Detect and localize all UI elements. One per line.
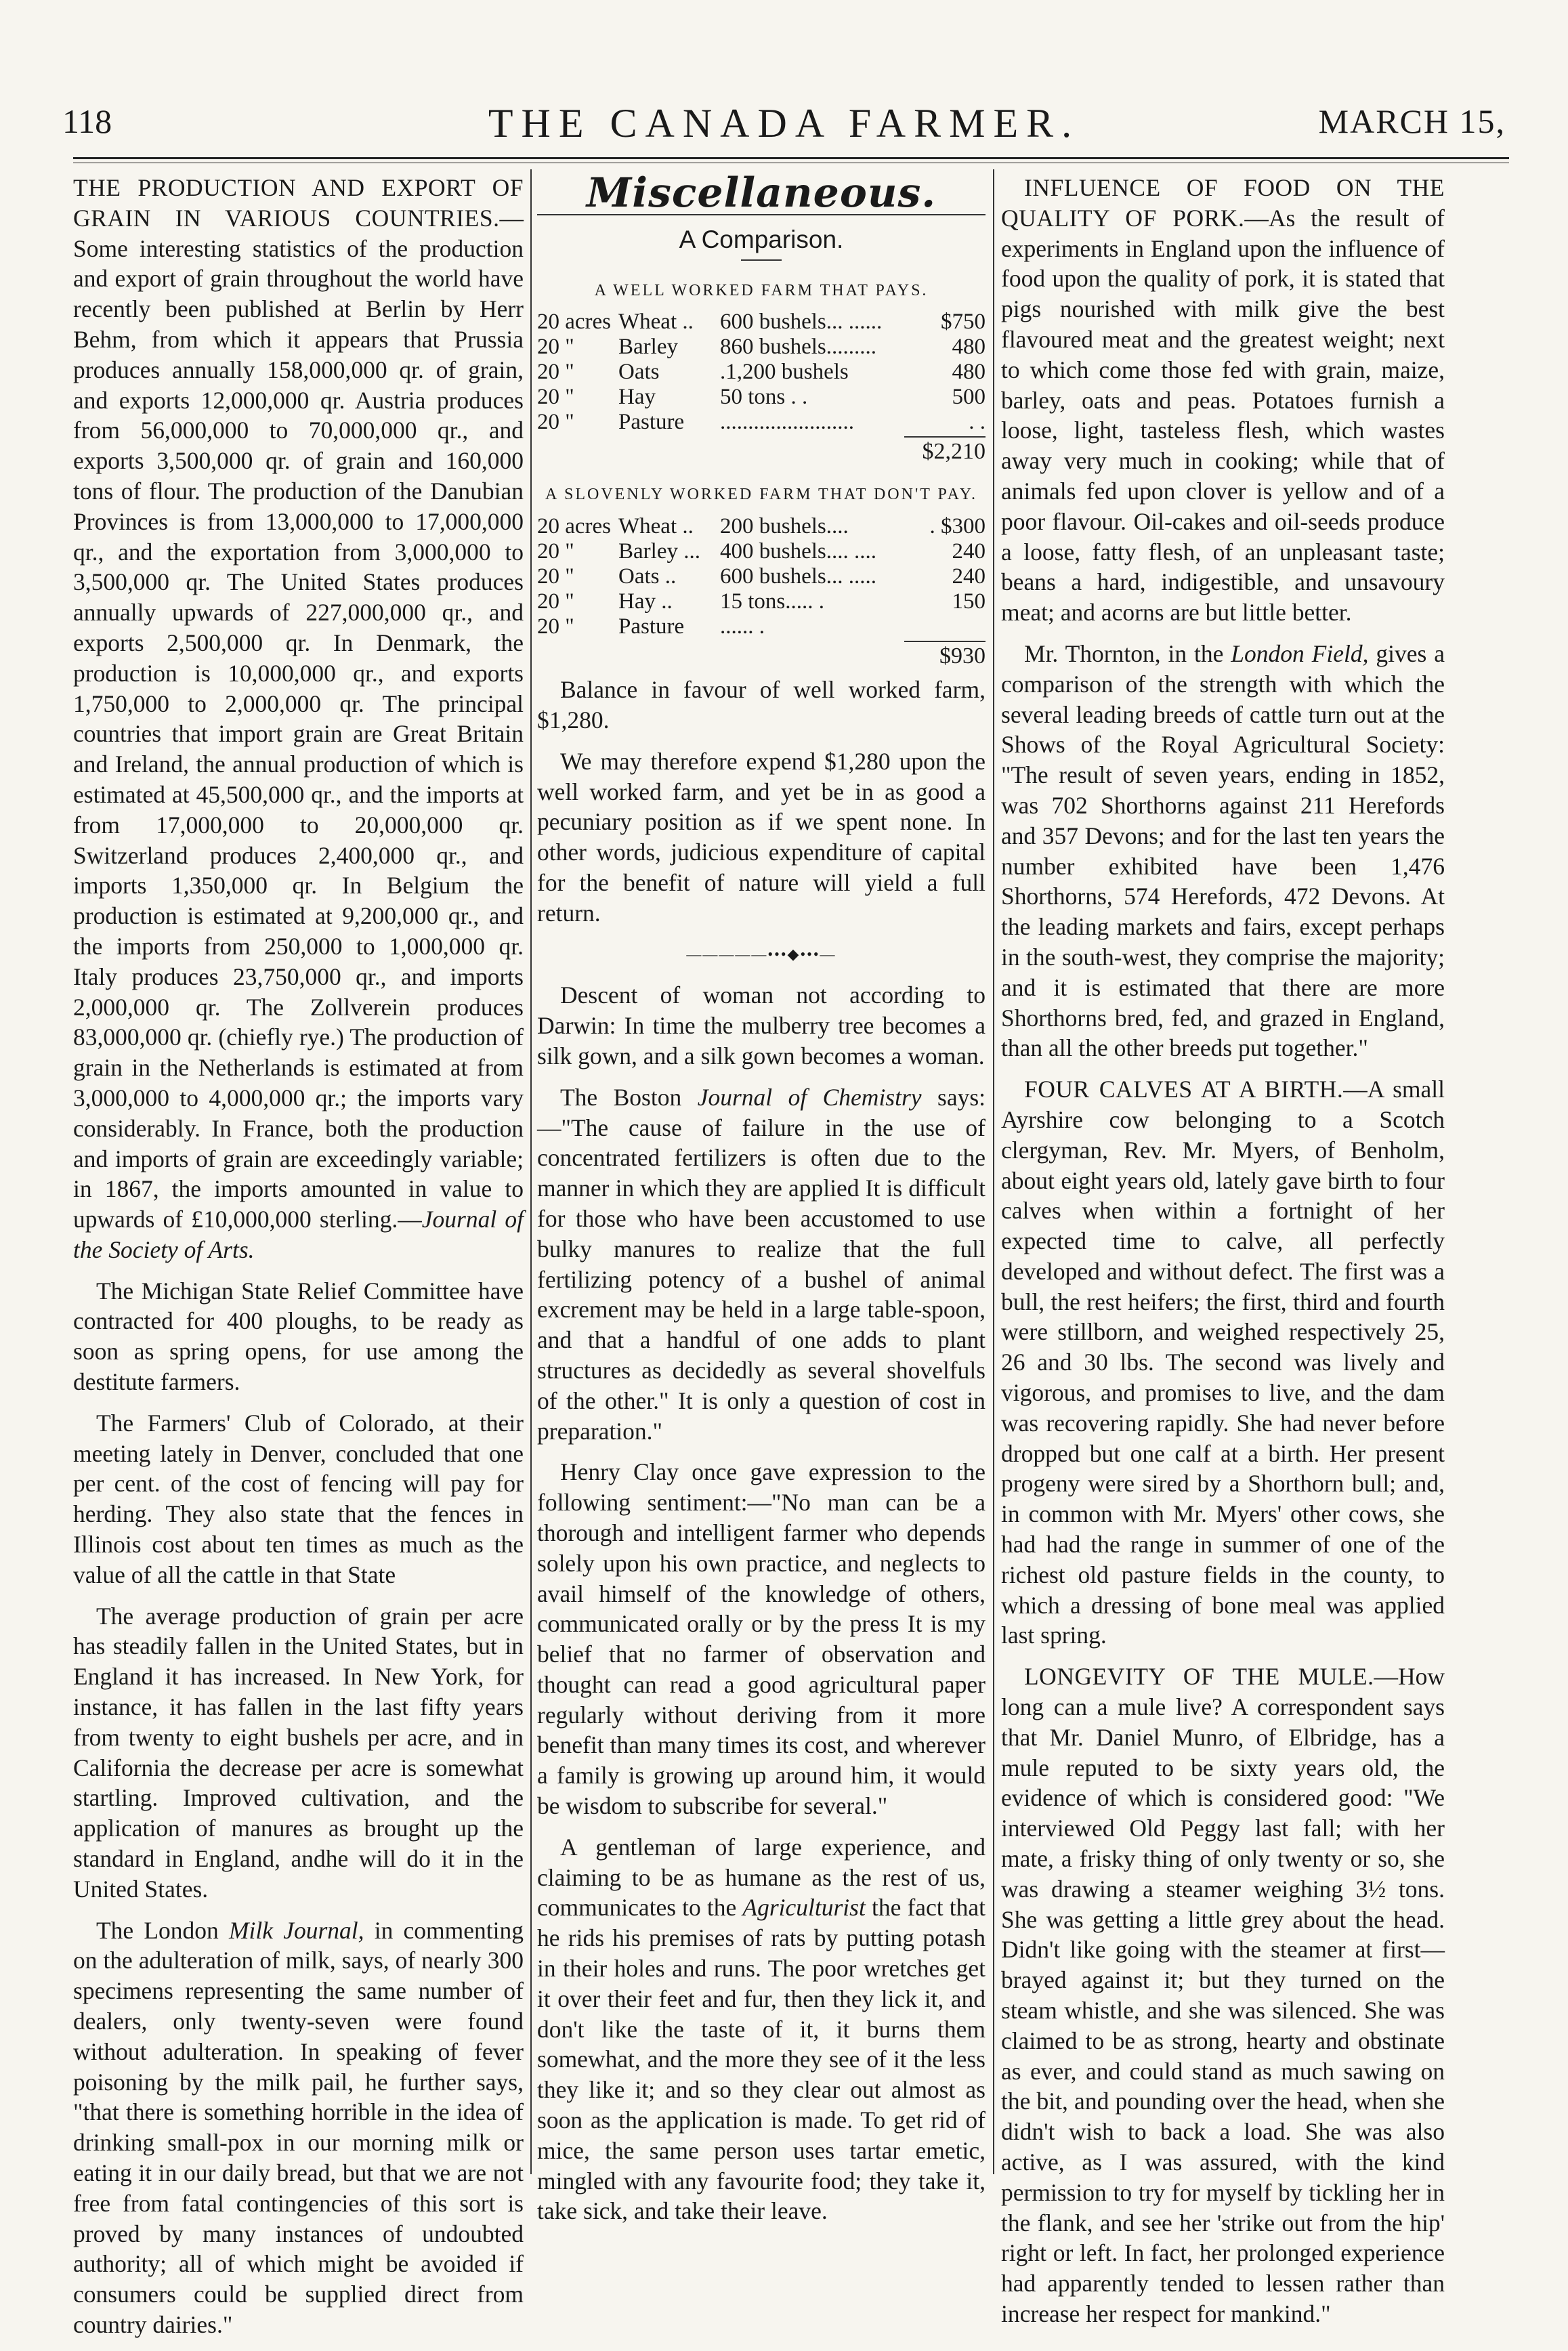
page-header bbox=[0, 102, 1568, 149]
cell-value: 240 bbox=[952, 564, 986, 589]
article-text: The Boston bbox=[560, 1083, 698, 1111]
article-pork bbox=[1001, 173, 1445, 628]
cell-acres: 20 " bbox=[537, 360, 574, 385]
cell-quantity: 860 bushels......... bbox=[720, 335, 876, 360]
table-row bbox=[537, 514, 986, 539]
column-right bbox=[1001, 173, 1445, 2340]
cell-acres: 20 " bbox=[537, 335, 574, 360]
article-text: A gentleman of large experience, and claiming to be as humane as the rest of us, communicates to the bbox=[537, 1833, 986, 1922]
cell-quantity: 400 bushels.... .... bbox=[720, 539, 876, 564]
cell-crop: Wheat .. bbox=[618, 310, 694, 335]
article-body: —As the result of experiments in England upon the influence of food upon the quality of pork, it is stated that pigs nourished with milk give the best flavoured meat and the greatest weight; next to which come those fed with grain, maize, barley, oats and peas. Potatoes furnish a loose, light, tasteless flesh, which wastes away very much in cooking; while that of animals fed upon clover is yellow and of a poor flavour. Oil-cakes and oil-seeds produce a loose, fatty flesh, of an unpleasant taste; beans a hard, indigestible, and unsavoury meat; and acorns are but little better. bbox=[1001, 204, 1445, 627]
article-text: the fact that he rids his premises of rats by putting potash in their holes and runs. The poor wretches get it over their feet and fur, then they lick it, and don't like the taste of it, it burns them somewhat, and the more they see of it the less they like it; and so they clear out almost as soon as the application is made. To get rid of mice, the same person uses tartar emetic, mingled with any favourite food; they take it, take sick, and take their leave. bbox=[537, 1894, 986, 2225]
table-row bbox=[537, 385, 986, 410]
article-source: Milk Journal, bbox=[228, 1916, 364, 1944]
article-grain bbox=[73, 173, 524, 1265]
cell-acres: 20 " bbox=[537, 564, 574, 589]
cell-value: . $300 bbox=[929, 514, 986, 539]
ornament-divider: —————•••◆•••— bbox=[686, 945, 836, 962]
farm-table-heading: A WELL WORKED FARM THAT PAYS. bbox=[594, 281, 929, 299]
farm-table-well bbox=[537, 310, 986, 435]
cell-acres: 20 acres bbox=[537, 514, 612, 539]
article-body: —A small Ayrshire cow belonging to a Scotch clergyman, Rev. Mr. Myers, of Benholm, about eight years old, lately gave birth to four calves when within a fortnight of her expected time to calve, all perfectly developed and without defect. The first was a bull, the rest heifers; the first, third and fourth were stillborn, and weighed respectively 25, 26 and 30 lbs. The second was lively and vigorous, and promises to live, and the dam was recovering rapidly. She had never before dropped but one calf at a birth. Her present progeny were sired by a Shorthorn bull; and, in common with Mr. Myers' other cows, she had had the range in summer of one of the richest old pasture fields in the county, to which a dressing of bone meal was applied last spring. bbox=[1001, 1076, 1445, 1649]
cell-crop: Hay .. bbox=[618, 589, 673, 614]
cell-quantity: .1,200 bushels bbox=[720, 360, 849, 385]
column-left bbox=[73, 173, 524, 2351]
farm-table-heading: A SLOVENLY WORKED FARM THAT DON'T PAY. bbox=[545, 486, 977, 504]
article-heading: THE PRODUCTION AND EXPORT OF GRAIN IN VARIOUS COUNTRIES. bbox=[73, 174, 524, 232]
table-row bbox=[537, 589, 986, 614]
article-text: in commenting on the adulteration of milk, says, of nearly 300 specimens representing the same number of dealers, only twenty-seven were found without adulteration. In speaking of fever poisoning by the milk pail, he further says, "that there is something horrible in the idea of drinking small-pox in our morning milk or eating it in our daily bread, but that we are not free from fatal contingencies of this sort is proved by many instances of undoubted authority; all of which might be avoided if consumers could be supplied direct from country dairies." bbox=[73, 1916, 524, 2338]
cell-crop: Pasture bbox=[618, 614, 685, 639]
cell-value: 480 bbox=[952, 335, 986, 360]
cell-quantity: 15 tons..... . bbox=[720, 589, 825, 614]
cell-value bbox=[896, 614, 986, 639]
article-michigan: The Michigan State Relief Committee have contracted for 400 ploughs, to be ready as soon as spring opens, for use among the destitute farmers. bbox=[73, 1277, 524, 1396]
article-source: Journal of the Society of Arts. bbox=[73, 1206, 524, 1263]
article-text: The London bbox=[96, 1916, 229, 1944]
article-source: London Field, bbox=[1231, 639, 1369, 667]
article-expend: We may therefore expend $1,280 upon the well worked farm, and yet be in as good a pecuniary position as if we spent none. In other words, judicious expenditure of capital for the benefit of nature will yield a full return. bbox=[537, 747, 986, 927]
article-mule bbox=[1001, 1661, 1445, 2329]
article-text: says:—"The cause of failure in the use of concentrated fertilizers is often due to the manner in which they are applied It is difficult for those who have been accustomed to use bulky manures to realize that the full fertilizing potency of a bushel of animal excrement may be held in a large table-spoon, and that a handful of one adds to plant structures as decidedly as several shovelfuls of the other." It is only a question of cost in preparation." bbox=[537, 1083, 986, 1445]
farm-total-slovenly: $930 bbox=[904, 641, 986, 671]
page-number: 118 bbox=[62, 102, 112, 140]
cell-acres: 20 " bbox=[537, 614, 574, 639]
article-rats bbox=[537, 1832, 986, 2226]
section-title: Miscellaneous. bbox=[586, 169, 937, 217]
article-source: Journal of Chemistry bbox=[697, 1083, 922, 1111]
short-rule bbox=[741, 259, 782, 261]
cell-quantity: 200 bushels.... bbox=[720, 514, 849, 539]
cell-acres: 20 " bbox=[537, 410, 574, 435]
cell-quantity: 600 bushels... ...... bbox=[720, 310, 883, 335]
cell-crop: Oats .. bbox=[618, 564, 677, 589]
cell-acres: 20 " bbox=[537, 385, 574, 410]
table-row bbox=[537, 539, 986, 564]
balance-line: Balance in favour of well worked farm, $1,280. bbox=[537, 676, 986, 734]
table-row bbox=[537, 310, 986, 335]
cell-crop: Barley bbox=[618, 335, 678, 360]
cell-value: . . bbox=[969, 410, 986, 435]
article-text: Mr. Thornton, in the bbox=[1024, 639, 1231, 667]
column-middle bbox=[537, 169, 986, 2237]
masthead-title: THE CANADA FARMER. bbox=[488, 101, 1080, 146]
cell-acres: 20 acres bbox=[537, 310, 612, 335]
article-text: gives a comparison of the strength with which the several leading breeds of cattle turn out at the Shows of the Royal Agricultural Society: "The result of seven years, ending in 1852, was 702 Shorthorns against 211 Herefords and 357 Devons; and for the last ten years the number exhibited have been 1,476 Shorthorns, 574 Herefords, 472 Devons. At the leading markets and fairs, except perhaps in the south-west, they comprise the majority; and it is estimated that there are more Shorthorns bred, fed, and grazed in England, than all the other breeds put together." bbox=[1001, 639, 1445, 1062]
cell-acres: 20 " bbox=[537, 539, 574, 564]
table-row bbox=[537, 564, 986, 589]
farm-table-slovenly bbox=[537, 514, 986, 639]
article-milk bbox=[73, 1915, 524, 2340]
table-row bbox=[537, 360, 986, 385]
farm-total-well: $2,210 bbox=[904, 436, 986, 466]
article-heading: LONGEVITY OF THE MULE. bbox=[1024, 1663, 1374, 1691]
cell-value: $750 bbox=[941, 310, 986, 335]
column-divider bbox=[993, 169, 994, 2174]
issue-date: MARCH 15, bbox=[1318, 102, 1506, 140]
cell-value: 480 bbox=[952, 360, 986, 385]
cell-quantity: 50 tons . . bbox=[720, 385, 808, 410]
table-row bbox=[537, 410, 986, 435]
cell-quantity: ...... . bbox=[720, 614, 765, 639]
cell-crop: Wheat .. bbox=[618, 514, 694, 539]
cell-value: 500 bbox=[952, 385, 986, 410]
article-colorado: The Farmers' Club of Colorado, at their meeting lately in Denver, concluded that one per cent. of the cost of fencing will pay for herding. They also state that the fences in Illinois cost about ten times as much as the value of all the cattle in that State bbox=[73, 1409, 524, 1588]
article-calves bbox=[1001, 1074, 1445, 1651]
cell-crop: Pasture bbox=[618, 410, 685, 435]
cell-crop: Oats bbox=[618, 360, 660, 385]
cell-crop: Hay bbox=[618, 385, 656, 410]
article-clay: Henry Clay once gave expression to the following sentiment:—"No man can be a thorough and intelligent farmer who depends solely upon his own practice, and neglects to avail himself of the knowledge of others, communicated orally or by the press It is my belief that no farmer of observation and thought can read a good agricultural paper regularly without deriving from it more benefit than many times its cost, and wherever a family is growing up around him, it would be wisdom to subscribe for several." bbox=[537, 1458, 986, 1820]
cell-crop: Barley ... bbox=[618, 539, 700, 564]
article-heading: FOUR CALVES AT A BIRTH. bbox=[1024, 1076, 1344, 1103]
article-body: —How long can a mule live? A correspondent says that Mr. Daniel Munro, of Elbridge, has a mule reputed to be sixty years old, the evidence of which is considered good: "We interviewed Old Peggy last fall; with her mate, a frisky thing of only twenty or so, she was drawing a steamer weighing 3½ tons. She was getting a little grey about the head. Didn't like going with the steamer at first—brayed against it; but they turned on the steam whistle, and she was silenced. She was claimed to be as strong, hearty and obstinate as ever, and could stand as much sawing on the bit, and pounding over the head, when she didn't wish to back a load. She was also active, as I was assured, with the kind permission to try for myself by tickling her in the flank, and see her 'strike out from the hip' right or left. In fact, her prolonged experience had apparently tended to lessen rather than increase her respect for mankind." bbox=[1001, 1663, 1445, 2327]
article-body: —Some interesting statistics of the production and export of grain throughout the world have recently been published at Berlin by Herr Behm, from which it appears that Prussia produces annually 158,000,000 qr. of grain, and exports 12,000,000 qr. Austria produces from 56,000,000 to 70,000,000 qr., and exports 3,500,000 qr. of grain and 160,000 tons of flour. The production of the Danubian Provinces is from 13,000,000 to 17,000,000 qr., and the exportation from 3,000,000 to 3,500,000 qr. The United States produces annually upwards of 227,000,000 qr., and exports 2,500,000 qr. In Denmark, the production is 10,000,000 qr., and exports 1,750,000 to 2,000,000 qr. The principal countries that import grain are Great Britain and Ireland, the annual production of which is estimated at 45,500,000 qr., and the imports at from 17,000,000 to 20,000,000 qr. Switzerland produces 2,400,000 qr., and imports 1,350,000 qr. In Belgium the production is estimated at 9,200,000 qr., and the imports from 250,000 to 1,000,000 qr. Italy produces 23,750,000 qr., and imports 2,000,000 qr. The Zollverein produces 83,000,000 qr. (chiefly rye.) The production of grain in the Netherlands is estimated at from 3,000,000 to 4,000,000 qr.; the imports vary considerably. In France, both the production and imports of grain are exceedingly variable; in 1867, the imports amounted in value to upwards of £10,000,000 sterling.— bbox=[73, 204, 524, 1233]
article-darwin: Descent of woman not according to Darwin: In time the mulberry tree becomes a silk gown, and a silk gown becomes a woman. bbox=[537, 981, 986, 1069]
article-thornton bbox=[1001, 639, 1445, 1063]
article-boston bbox=[537, 1082, 986, 1447]
article-source: Agriculturist bbox=[742, 1894, 866, 1922]
cell-value: 240 bbox=[952, 539, 986, 564]
header-rule bbox=[73, 157, 1509, 159]
article-average-production: The average production of grain per acre has steadily fallen in the United States, but in England it has increased. In New York, for instance, it has fallen in the last fifty years from twenty to eight bushels per acre, and in California the decrease per acre is somewhat startling. Improved cultivation, and the application of manures as brought up the standard in England, andhe will do it in the United States. bbox=[73, 1602, 524, 1903]
article-heading: INFLUENCE OF FOOD ON THE QUALITY OF PORK. bbox=[1001, 174, 1445, 232]
table-row bbox=[537, 335, 986, 360]
comparison-title: A Comparison. bbox=[679, 225, 844, 253]
cell-value: 150 bbox=[952, 589, 986, 614]
table-row bbox=[537, 614, 986, 639]
cell-quantity: 600 bushels... ..... bbox=[720, 564, 876, 589]
column-divider bbox=[530, 169, 532, 2174]
cell-acres: 20 " bbox=[537, 589, 574, 614]
cell-quantity: ........................ bbox=[720, 410, 854, 435]
